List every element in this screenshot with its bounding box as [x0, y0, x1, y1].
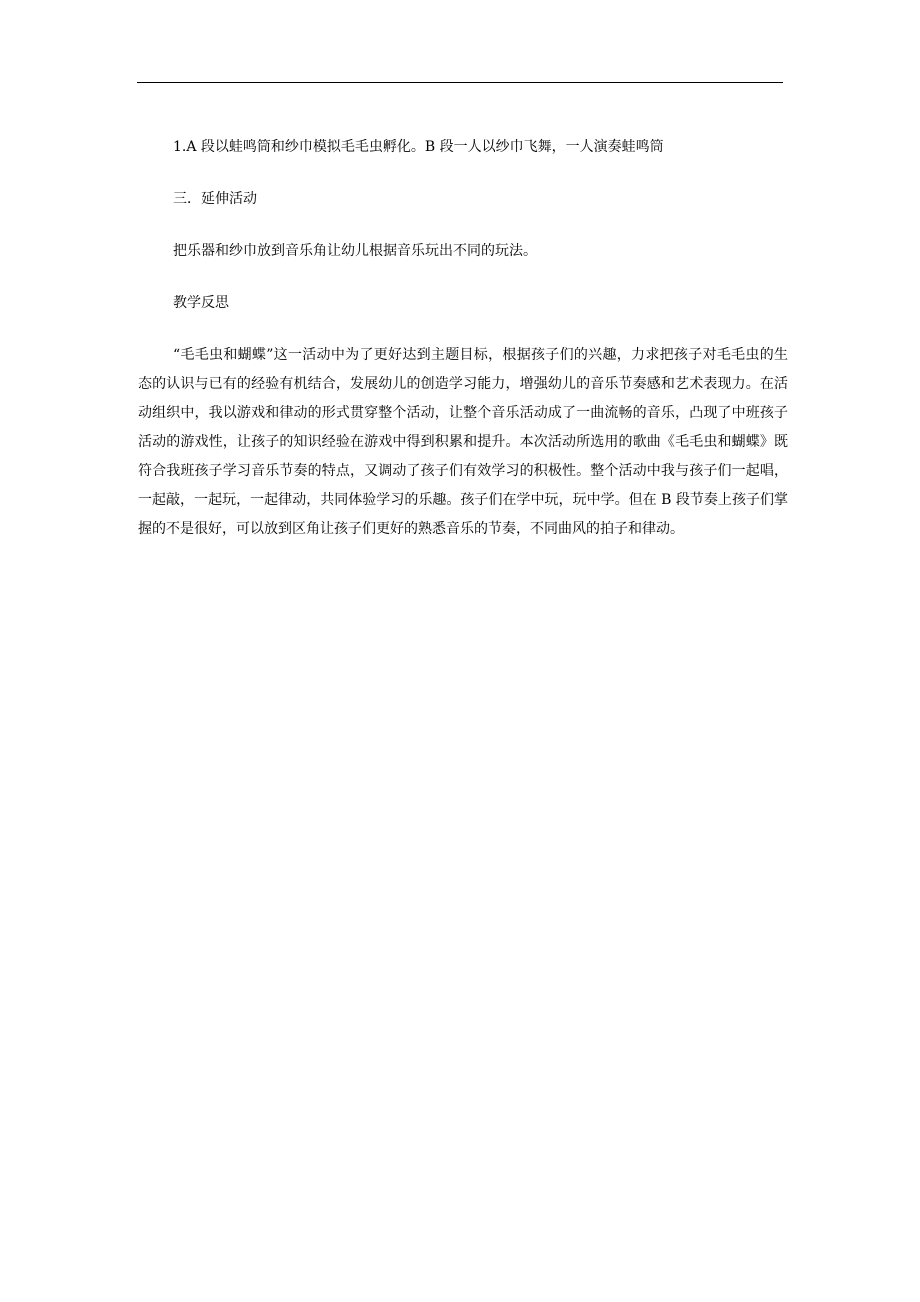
heading-teaching-reflection: 教学反思: [173, 295, 229, 311]
paragraph-section-a-b: 1.A 段以蛙鸣筒和纱巾模拟毛毛虫孵化。B 段一人以纱巾飞舞，一人演奏蛙鸣筒: [173, 139, 664, 155]
header-rule: [137, 82, 783, 83]
paragraph-extension: 把乐器和纱巾放到音乐角让幼儿根据音乐玩出不同的玩法。: [173, 243, 537, 259]
heading-extension-activity: 三．延伸活动: [173, 191, 257, 207]
paragraph-reflection: “毛毛虫和蝴蝶”这一活动中为了更好达到主题目标，根据孩子们的兴趣，力求把孩子对毛毛虫的生态的认识与已有的经验有机结合，发展幼儿的创造学习能力，增强幼儿的音乐节奏感和艺术表现力。在活动组织中，我以游戏和律动的形式贯穿整个活动，让整个音乐活动成了一曲流畅的音乐，凸现了中班孩子活动的游戏性，让孩子的知识经验在游戏中得到积累和提升。本次活动所选用的歌曲《毛毛虫和蝴蝶》既符合我班孩子学习音乐节奏的特点，又调动了孩子们有效学习的积极性。整个活动中我与孩子们一起唱，一起敲，一起玩，一起律动，共同体验学习的乐趣。孩子们在学中玩，玩中学。但在 B 段节奏上孩子们掌握的不是很好，可以放到区角让孩子们更好的熟悉音乐的节奏，不同曲风的拍子和律动。: [138, 347, 788, 537]
document-body: [138, 133, 788, 544]
